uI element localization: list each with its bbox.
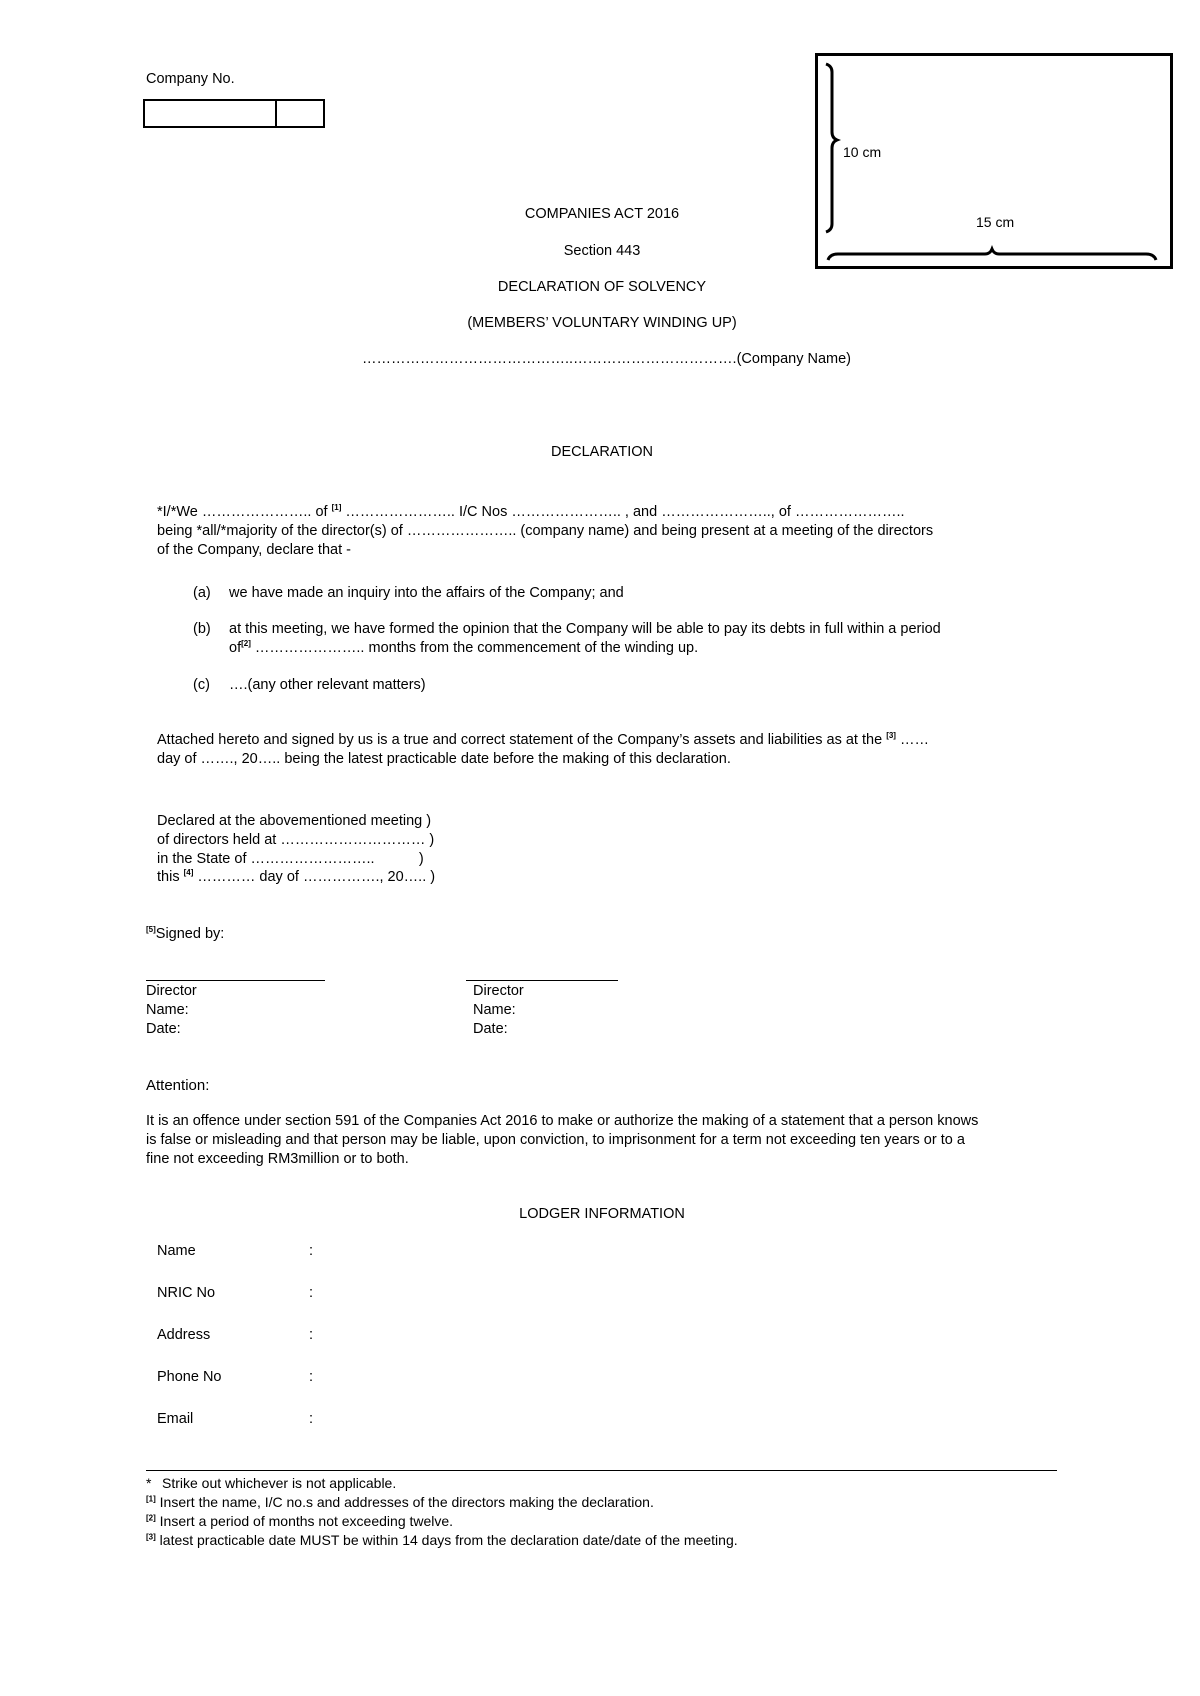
- declared-line3: in the State of …………………….. ): [157, 851, 424, 867]
- declared-line2: of directors held at ………………………… ): [157, 832, 435, 848]
- para1-part-a: *I/*We ………………….. of: [157, 504, 332, 520]
- left-director-name: Name:: [146, 1002, 189, 1018]
- footnote-ref-3: [3]: [886, 731, 896, 741]
- footnote-0-marker: *: [146, 1475, 152, 1491]
- footnote-2-text: Insert a period of months not exceeding twelve.: [155, 1513, 454, 1529]
- item-c-text: ….(any other relevant matters): [229, 677, 426, 693]
- lodger-heading: LODGER INFORMATION: [519, 1206, 685, 1222]
- footnote-ref-4: [4]: [183, 868, 194, 878]
- declaration-para1-line3: of the Company, declare that -: [157, 542, 351, 558]
- declaration-para1-line1: [157, 503, 905, 522]
- item-a-text: we have made an inquiry into the affairs of the Company; and: [229, 585, 624, 601]
- attention-line2: is false or misleading and that person may be liable, upon conviction, to imprisonment for a term not exceeding ten years or to a: [146, 1132, 965, 1148]
- declaration-para1-line2: being *all/*majority of the director(s) of ………………….. (company name) and being present at a meeting of the directors: [157, 523, 934, 539]
- lodger-label: Email: [157, 1411, 194, 1427]
- declared-line4: [157, 868, 435, 887]
- declared-line1: Declared at the abovementioned meeting ): [157, 813, 432, 829]
- footnote-separator: [146, 1470, 1057, 1471]
- lodger-colon: :: [309, 1285, 314, 1301]
- footnote-2: [146, 1512, 453, 1530]
- footnote-ref-5: [5]: [146, 925, 156, 935]
- width-label: 15 cm: [976, 214, 1015, 230]
- item-a-marker: (a): [193, 585, 211, 601]
- section-title: Section 443: [563, 243, 641, 259]
- attention-heading: Attention:: [146, 1077, 210, 1094]
- left-director-role: Director: [146, 983, 197, 999]
- footnote-3-marker: [3]: [146, 1532, 156, 1542]
- lodger-colon: :: [309, 1369, 314, 1385]
- item-b-marker: (b): [193, 621, 211, 637]
- lodger-label: Name: [157, 1243, 196, 1259]
- attached-line1-b: ……: [895, 732, 929, 748]
- lodger-colon: :: [309, 1327, 314, 1343]
- attached-line1: [157, 731, 929, 750]
- left-director-date: Date:: [146, 1021, 181, 1037]
- item-b-line2-b: ………………….. months from the commencement of the winding up.: [250, 640, 699, 656]
- footnote-ref-1: [1]: [331, 503, 342, 513]
- signed-by-label: Signed by:: [155, 926, 225, 942]
- footnote-1-marker: [1]: [146, 1494, 156, 1504]
- right-director-name: Name:: [473, 1002, 516, 1018]
- attached-line1-a: Attached hereto and signed by us is a true and correct statement of the Company’s assets and liabilities as at the: [157, 732, 887, 748]
- right-signature-line: [466, 980, 618, 981]
- height-label: 10 cm: [843, 144, 882, 160]
- left-signature-line: [146, 980, 325, 981]
- lodger-label: Phone No: [157, 1369, 222, 1385]
- attention-line1: It is an offence under section 591 of the Companies Act 2016 to make or authorize the making of a statement that a person knows: [146, 1113, 979, 1129]
- photo-box: [815, 53, 1173, 269]
- footnote-2-marker: [2]: [146, 1513, 156, 1523]
- company-name-line: ……………………………………..…………………………….(Company Name): [362, 351, 852, 367]
- item-b-line2: [229, 639, 698, 658]
- footnote-1-text: Insert the name, I/C no.s and addresses of the directors making the declaration.: [155, 1494, 654, 1510]
- item-b-line1: at this meeting, we have formed the opinion that the Company will be able to pay its debts in full within a period: [229, 621, 941, 637]
- right-director-role: Director: [473, 983, 524, 999]
- footnote-1: [146, 1493, 654, 1511]
- footnote-0: [146, 1474, 396, 1492]
- lodger-colon: :: [309, 1411, 314, 1427]
- company-no-label: Company No.: [146, 71, 235, 87]
- act-title: COMPANIES ACT 2016: [524, 206, 680, 222]
- footnote-ref-2: [2]: [241, 639, 251, 649]
- right-director-date: Date:: [473, 1021, 508, 1037]
- height-bracket: [826, 64, 837, 232]
- footnote-3-text: latest practicable date MUST be within 14 days from the declaration date/date of the meeting.: [155, 1532, 738, 1548]
- declaration-heading: DECLARATION: [550, 444, 654, 460]
- lodger-colon: :: [309, 1243, 314, 1259]
- footnote-0-text: Strike out whichever is not applicable.: [162, 1475, 397, 1491]
- attention-line3: fine not exceeding RM3million or to both.: [146, 1151, 409, 1167]
- signed-by: [146, 925, 224, 944]
- lodger-label: NRIC No: [157, 1285, 216, 1301]
- attached-line2: day of ……., 20….. being the latest practicable date before the making of this declaration.: [157, 751, 731, 767]
- width-bracket: [828, 249, 1156, 260]
- declared-line4-b: ………… day of ……………., 20….. ): [193, 869, 436, 885]
- company-no-box-divider: [275, 101, 277, 126]
- declared-line4-a: this: [157, 869, 184, 885]
- form-title: DECLARATION OF SOLVENCY: [497, 279, 707, 295]
- lodger-label: Address: [157, 1327, 211, 1343]
- item-c-marker: (c): [193, 677, 210, 693]
- para1-part-b: ………………….. I/C Nos ………………….. , and ………………….., of …………………..: [341, 504, 905, 520]
- item-b-line2-a: of: [229, 640, 242, 656]
- company-no-box[interactable]: [143, 99, 325, 128]
- form-subtitle: (MEMBERS’ VOLUNTARY WINDING UP): [467, 315, 737, 331]
- footnote-3: [146, 1531, 738, 1549]
